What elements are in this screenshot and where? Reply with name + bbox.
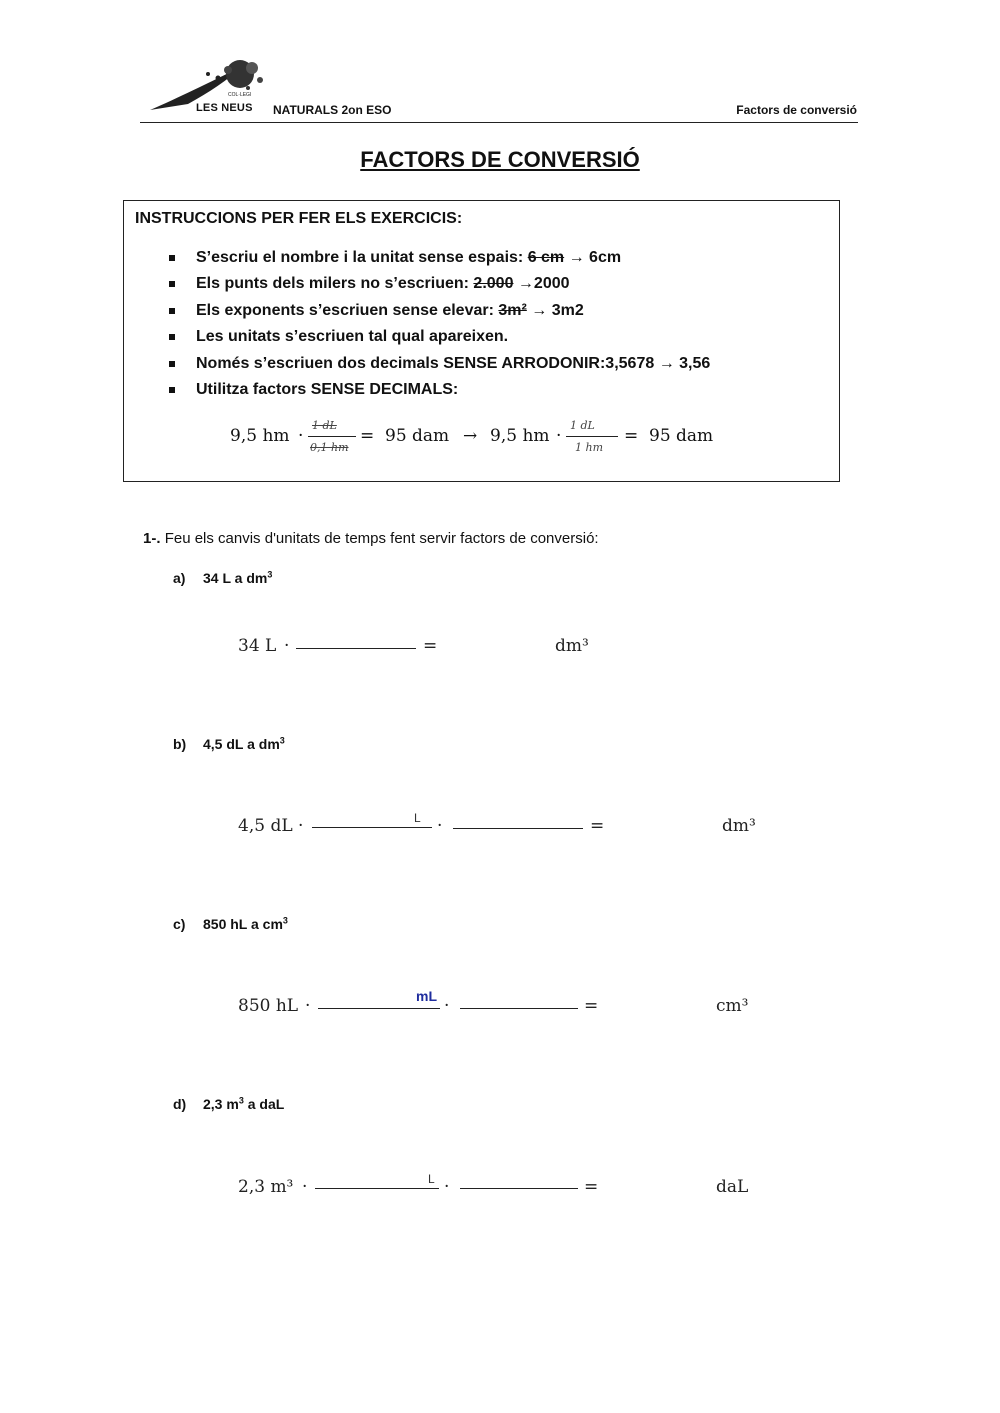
example-equals: = bbox=[360, 426, 375, 446]
instructions-heading: INSTRUCCIONS PER FER ELS EXERCICIS: bbox=[135, 210, 463, 227]
example-result-2: 95 dam bbox=[649, 426, 714, 446]
factor-blank[interactable] bbox=[296, 648, 416, 649]
example-start: 9,5 hm bbox=[230, 426, 290, 446]
multiply-dot: · bbox=[302, 1177, 308, 1197]
question-label: b) 4,5 dL a $dm^3$ bbox=[173, 735, 285, 752]
equals-sign: = bbox=[584, 996, 599, 1016]
start-value: 34 L bbox=[238, 636, 277, 656]
target-unit: dm³ bbox=[722, 816, 756, 836]
bullet-icon bbox=[169, 281, 175, 287]
rule-item: Només s’escriuen dos decimals SENSE ARRODONIR:3,5678 → 3,56 bbox=[196, 355, 710, 373]
factor-note: L bbox=[428, 1172, 435, 1186]
multiply-dot: · bbox=[284, 636, 290, 656]
target-unit: cm³ bbox=[716, 996, 749, 1016]
start-value: 850 hL bbox=[238, 996, 299, 1016]
course-label: NATURALS 2on ESO bbox=[273, 103, 392, 117]
multiply-dot: · bbox=[444, 996, 450, 1016]
example-fraction-bar-2 bbox=[566, 436, 618, 437]
start-value: 2,3 m³ bbox=[238, 1177, 294, 1197]
page-title: FACTORS DE CONVERSIÓ bbox=[360, 147, 640, 172]
example-result: 95 dam bbox=[385, 426, 450, 446]
equals-sign: = bbox=[584, 1177, 599, 1197]
question-label: d) 2,3 $m^3$ a daL bbox=[173, 1095, 285, 1112]
rule-item: Les unitats s’escriuen tal qual apareixen. bbox=[196, 328, 508, 346]
factor-blank[interactable] bbox=[318, 1008, 440, 1009]
factor-blank[interactable] bbox=[312, 827, 432, 828]
rule-item: S’escriu el nombre i la unitat sense espais: 6 cm → 6cm bbox=[196, 249, 621, 267]
rule-item: Els exponents s’escriuen sense elevar: 3m² → 3m2 bbox=[196, 302, 584, 320]
multiply-dot: · bbox=[444, 1177, 450, 1197]
multiply-dot: · bbox=[437, 816, 443, 836]
equals-sign: = bbox=[423, 636, 438, 656]
example-bad-numerator: 1 dL bbox=[312, 419, 337, 432]
factor-answer[interactable]: mL bbox=[416, 988, 437, 1004]
example-arrow: → bbox=[463, 426, 478, 446]
topic-label: Factors de conversió bbox=[736, 103, 857, 117]
bullet-icon bbox=[169, 308, 175, 314]
header-divider bbox=[140, 122, 858, 123]
equals-sign: = bbox=[590, 816, 605, 836]
bullet-icon bbox=[169, 255, 175, 261]
logo-school-name: LES NEUS bbox=[196, 102, 253, 114]
target-unit: dm³ bbox=[555, 636, 589, 656]
start-value: 4,5 dL bbox=[238, 816, 293, 836]
factor-blank[interactable] bbox=[315, 1188, 439, 1189]
example-dot: · bbox=[298, 426, 304, 446]
example-good-numerator: 1 dL bbox=[570, 419, 595, 432]
target-unit: daL bbox=[716, 1177, 749, 1197]
factor-blank[interactable] bbox=[453, 828, 583, 829]
example-bad-denominator: 0,1 hm bbox=[310, 441, 349, 454]
question-label: c) 850 hL a $cm^3$ bbox=[173, 915, 288, 932]
question-label: a) 34 L a $dm^3$ bbox=[173, 569, 273, 586]
bullet-icon bbox=[169, 361, 175, 367]
exercise-intro: 1-. Feu els canvis d'unitats de temps fent servir factors de conversió: bbox=[143, 530, 599, 547]
rule-item: Utilitza factors SENSE DECIMALS: bbox=[196, 381, 458, 399]
example-good-denominator: 1 hm bbox=[575, 441, 604, 454]
example-dot-2: · bbox=[556, 426, 562, 446]
rule-item: Els punts dels milers no s’escriuen: 2.000 →2000 bbox=[196, 275, 570, 293]
bullet-icon bbox=[169, 387, 175, 393]
example-fraction-bar bbox=[308, 436, 356, 437]
multiply-dot: · bbox=[298, 816, 304, 836]
example-start-2: 9,5 hm bbox=[490, 426, 550, 446]
bullet-icon bbox=[169, 334, 175, 340]
factor-blank[interactable] bbox=[460, 1008, 578, 1009]
logo-small-text: COL·LEGI bbox=[228, 92, 252, 98]
factor-note: L bbox=[414, 811, 421, 825]
example-equals-2: = bbox=[624, 426, 639, 446]
multiply-dot: · bbox=[305, 996, 311, 1016]
factor-blank[interactable] bbox=[460, 1188, 578, 1189]
